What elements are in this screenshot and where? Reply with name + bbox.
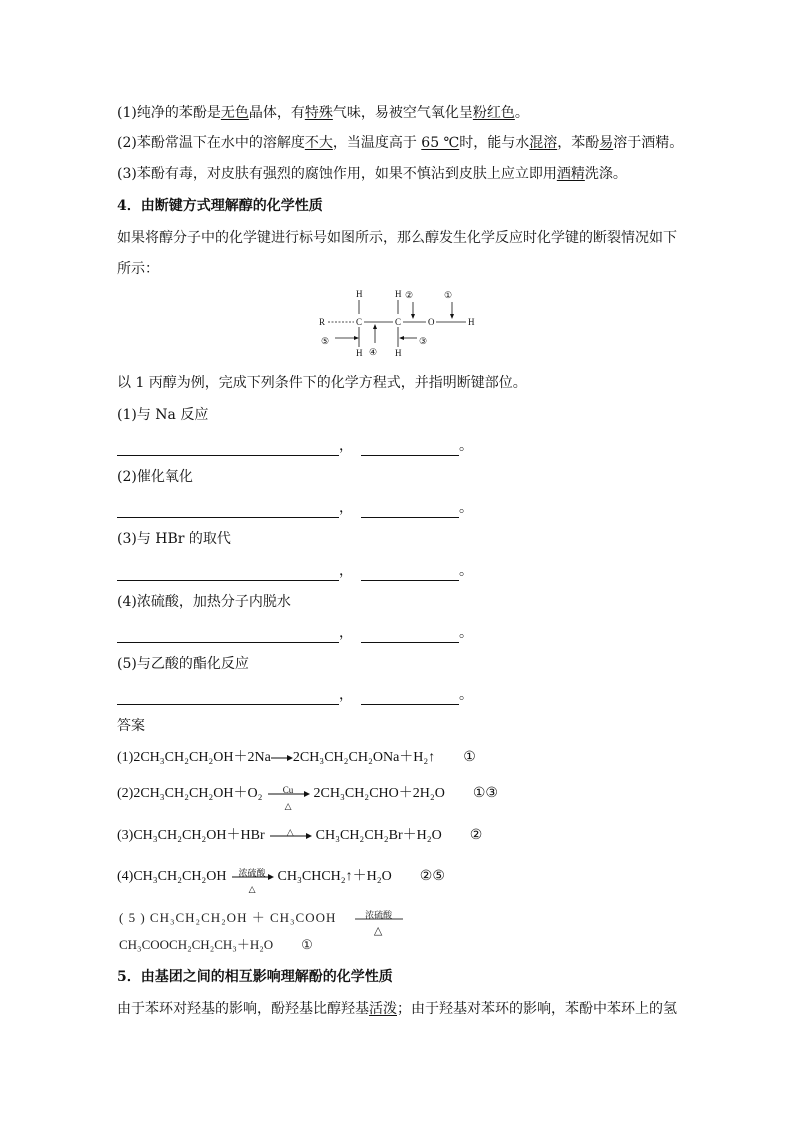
bond-blank[interactable] [361, 566, 459, 581]
answer-5-line-2: CH₃COOCH₂CH₂CH₃＋H₂O ① [119, 937, 313, 952]
atom-r: R [319, 317, 326, 327]
equation-blank[interactable] [117, 441, 339, 456]
equation-blank[interactable] [117, 566, 339, 581]
property-3: (3)苯酚有毒，对皮肤有强烈的腐蚀作用，如果不慎沾到皮肤上应立即用酒精洗涤。 [117, 166, 627, 182]
section-4-intro-line-1: 如果将醇分子中的化学键进行标号如图所示，那么醇发生化学反应时化学键的断裂情况如下 [117, 230, 677, 246]
atom-h-bottom-2: H [395, 348, 402, 358]
answer-blank-row-1: ， 。 [117, 436, 473, 456]
atom-o: O [428, 317, 435, 327]
answer-3: (3)CH₃CH₂CH₂OH＋HBr △ CH₃CH₂CH₂Br＋H₂O ② [117, 826, 482, 846]
atom-h-right: H [468, 317, 475, 327]
answer-blank-row-5: ， 。 [117, 685, 473, 705]
question-2: (2)催化氧化 [117, 469, 193, 485]
question-3: (3)与 HBr 的取代 [117, 531, 231, 547]
answer-blank-row-3: ， 。 [117, 561, 473, 581]
property-1: (1)纯净的苯酚是无色晶体，有特殊气味，易被空气氧化呈粉红色。 [117, 105, 529, 121]
reaction-condition: 浓硫酸 △ [230, 867, 274, 887]
answer-2: (2)2CH₃CH₂CH₂OH＋O₂ Cu △ 2CH₃CH₂CHO＋2H₂O ①③ [117, 785, 498, 811]
bond-blank[interactable] [361, 441, 459, 456]
atom-c-1: C [356, 317, 363, 327]
answer-4: (4)CH₃CH₂CH₂OH 浓硫酸 △ CH₃CHCH₂↑＋H₂O ②⑤ [117, 868, 445, 894]
reaction-arrow [268, 833, 312, 839]
equation-blank[interactable] [117, 628, 339, 643]
answer-blank-row-4: ， 。 [117, 623, 473, 643]
atom-h-bottom-1: H [356, 348, 363, 358]
section-4-intro-line-2: 所示： [117, 261, 159, 277]
equation-blank[interactable] [117, 690, 339, 705]
reaction-condition: Cu △ [266, 784, 310, 804]
reaction-condition: △ [268, 826, 312, 846]
section-5-heading: 5．由基团之间的相互影响理解酚的化学性质 [117, 969, 393, 985]
bond-label-1: ① [444, 290, 453, 300]
bond-label-4: ④ [369, 347, 378, 357]
answer-label: 答案 [117, 718, 145, 734]
bond-blank[interactable] [361, 628, 459, 643]
section-4-heading: 4．由断键方式理解醇的化学性质 [117, 198, 323, 214]
answer-1: (1)2CH₃CH₂CH₂OH＋2Na 2CH₃CH₂CH₂ONa＋H₂↑ ① [117, 750, 476, 765]
answer-blank-row-2: ， 。 [117, 498, 473, 518]
section-5-text: 由于苯环对羟基的影响，酚羟基比醇羟基活泼；由于羟基对苯环的影响，苯酚中苯环上的氢 [117, 1001, 677, 1017]
answer-5-line-1: ( 5 ) CH₃CH₂CH₂OH ＋ CH₃COOH 浓硫酸 △ [119, 908, 405, 929]
question-1: (1)与 Na 反应 [117, 407, 209, 423]
equation-blank[interactable] [117, 503, 339, 518]
reaction-arrow [271, 753, 293, 763]
atom-h-top-2: H [395, 289, 402, 299]
reaction-condition: 浓硫酸 △ [353, 909, 405, 929]
atom-c-2: C [395, 317, 402, 327]
bond-blank[interactable] [361, 690, 459, 705]
alcohol-bond-diagram [315, 286, 495, 360]
bond-label-3: ③ [419, 336, 428, 346]
task-instruction: 以 1 丙醇为例，完成下列条件下的化学方程式，并指明断键部位。 [117, 375, 527, 391]
question-4: (4)浓硫酸，加热分子内脱水 [117, 594, 291, 610]
bond-label-5: ⑤ [321, 336, 330, 346]
property-2: (2)苯酚常温下在水中的溶解度不大，当温度高于 65 ℃时，能与水混溶，苯酚易溶于酒精。 [117, 135, 684, 151]
bond-label-2: ② [405, 290, 414, 300]
bond-blank[interactable] [361, 503, 459, 518]
question-5: (5)与乙酸的酯化反应 [117, 656, 249, 672]
atom-h-top-1: H [356, 289, 363, 299]
